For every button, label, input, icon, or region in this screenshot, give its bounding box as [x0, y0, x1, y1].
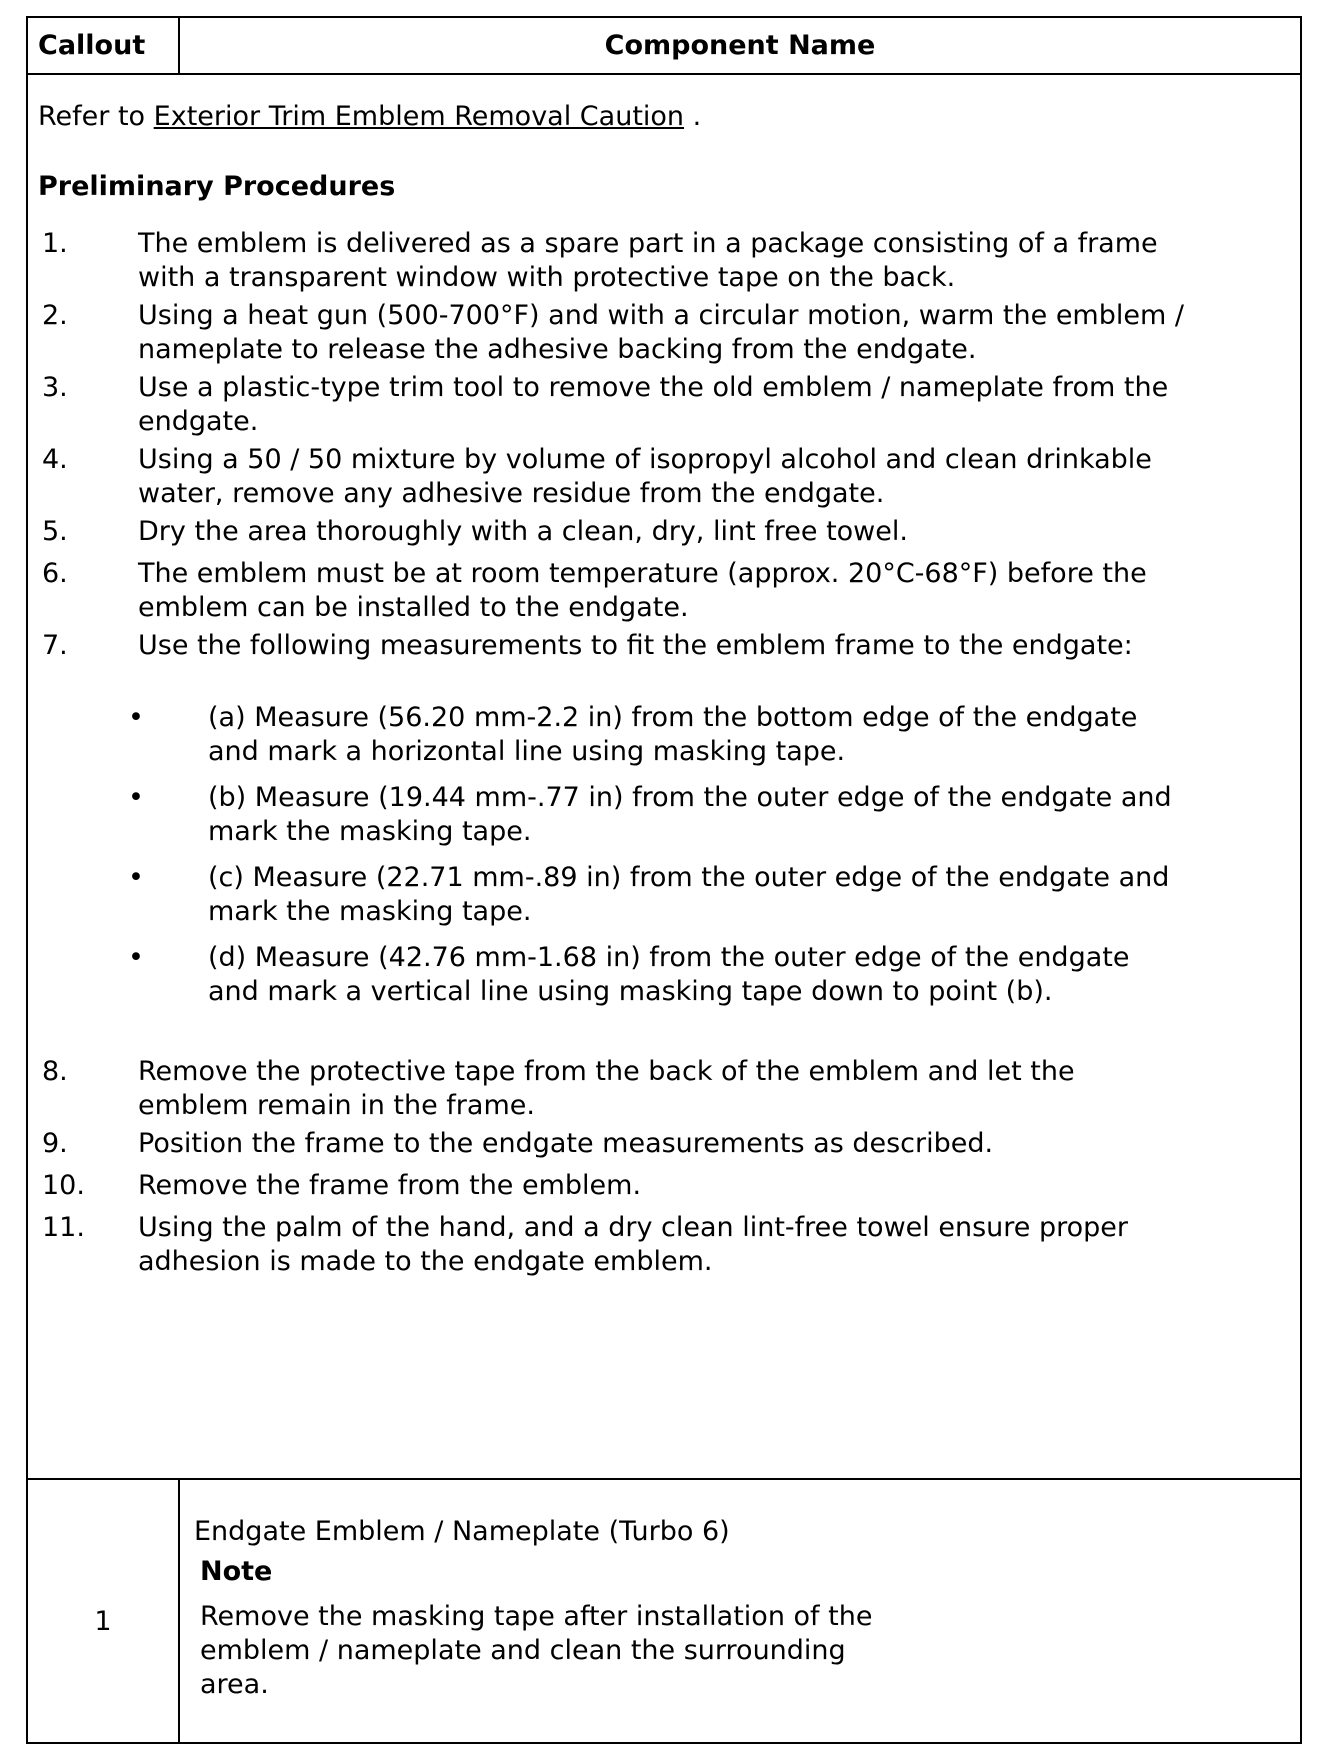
step-text: Use the following measurements to fit the emblem frame to the endgate:	[138, 630, 1133, 661]
table-row	[28, 1480, 1300, 1744]
step-number: 10.	[42, 1170, 85, 1201]
step-number: 8.	[42, 1056, 68, 1087]
step-number: 2.	[42, 300, 68, 331]
step-number: 11.	[42, 1212, 85, 1243]
note-text: Remove the masking tape after installation of the emblem / nameplate and clean the surrounding area.	[200, 1601, 873, 1700]
step-text: Dry the area thoroughly with a clean, dry, lint free towel.	[138, 516, 908, 547]
caution-link[interactable]: Exterior Trim Emblem Removal Caution	[153, 101, 685, 132]
table-header	[28, 18, 1300, 75]
refer-line	[38, 101, 701, 132]
note-label: Note	[200, 1556, 273, 1587]
procedure-cell	[28, 75, 1300, 1480]
step-number: 6.	[42, 558, 68, 589]
step-number: 7.	[42, 630, 68, 661]
header-callout: Callout	[28, 18, 180, 73]
step-text: Remove the frame from the emblem.	[138, 1170, 642, 1201]
step-number: 9.	[42, 1128, 68, 1159]
bullet-text: (b) Measure (19.44 mm-.77 in) from the outer edge of the endgate and mark the masking tape.	[208, 782, 1172, 847]
step-text: The emblem must be at room temperature (approx. 20°C-68°F) before the emblem can be installed to the endgate.	[138, 558, 1147, 623]
step-number: 1.	[42, 228, 68, 259]
step-text: Position the frame to the endgate measurements as described.	[138, 1128, 994, 1159]
bullet-dot: •	[128, 702, 144, 733]
refer-prefix: Refer to	[38, 101, 146, 132]
bullet-text: (d) Measure (42.76 mm-1.68 in) from the outer edge of the endgate and mark a vertical line using masking tape down to point (b).	[208, 942, 1130, 1007]
component-table	[26, 16, 1302, 1744]
step-text: Using a 50 / 50 mixture by volume of isopropyl alcohol and clean drinkable water, remove any adhesive residue from the endgate.	[138, 444, 1152, 509]
step-text: Use a plastic-type trim tool to remove the old emblem / nameplate from the endgate.	[138, 372, 1169, 437]
component-name: Endgate Emblem / Nameplate (Turbo 6)	[194, 1516, 730, 1547]
bullet-dot: •	[128, 942, 144, 973]
bullet-dot: •	[128, 862, 144, 893]
bullet-dot: •	[128, 782, 144, 813]
callout-number: 1	[28, 1480, 180, 1744]
refer-suffix: .	[692, 101, 702, 132]
step-text: Remove the protective tape from the back of the emblem and let the emblem remain in the frame.	[138, 1056, 1075, 1121]
step-text: The emblem is delivered as a spare part in a package consisting of a frame with a transparent window with protective tape on the back.	[138, 228, 1158, 293]
step-number: 5.	[42, 516, 68, 547]
section-title: Preliminary Procedures	[38, 171, 396, 202]
step-text: Using a heat gun (500-700°F) and with a circular motion, warm the emblem / nameplate to release the adhesive backing from the endgate.	[138, 300, 1184, 365]
step-text: Using the palm of the hand, and a dry clean lint-free towel ensure proper adhesion is made to the endgate emblem.	[138, 1212, 1128, 1277]
header-component-name: Component Name	[604, 30, 876, 61]
bullet-text: (a) Measure (56.20 mm-2.2 in) from the bottom edge of the endgate and mark a horizontal line using masking tape.	[208, 702, 1138, 767]
step-number: 3.	[42, 372, 68, 403]
step-number: 4.	[42, 444, 68, 475]
bullet-text: (c) Measure (22.71 mm-.89 in) from the outer edge of the endgate and mark the masking tape.	[208, 862, 1170, 927]
